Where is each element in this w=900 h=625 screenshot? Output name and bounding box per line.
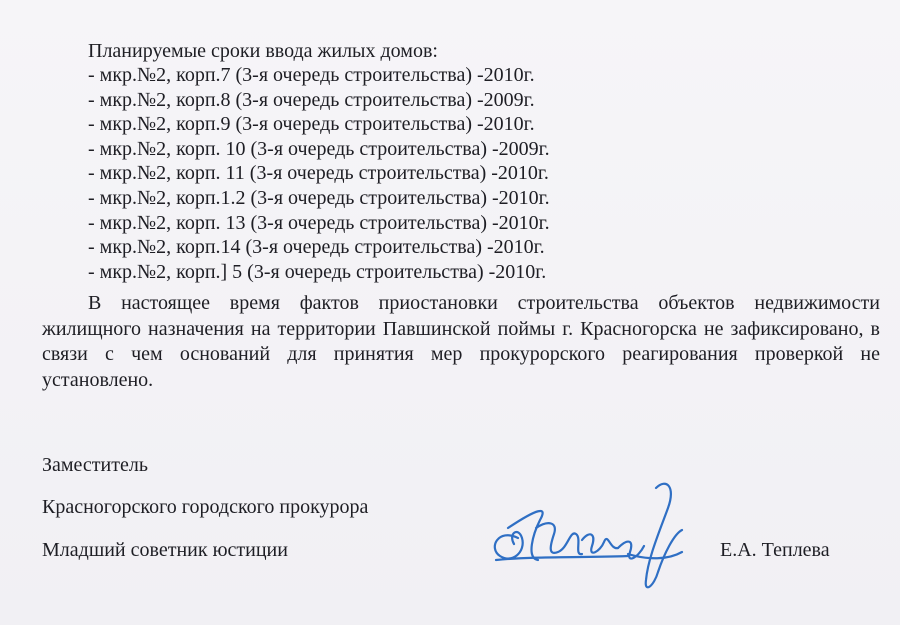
intro-line: Планируемые сроки ввода жилых домов: — [88, 40, 438, 62]
list-item: - мкр.№2, корп.8 (3-я очередь строительства) -2009г. — [88, 88, 535, 111]
handwritten-signature — [478, 468, 698, 598]
list-item: - мкр.№2, корп.] 5 (3-я очередь строительства) -2010г. — [88, 260, 547, 283]
signer-title-line2: Красногорского городского прокурора — [42, 496, 369, 518]
signer-rank: Младший советник юстиции — [42, 539, 288, 561]
conclusion-paragraph: В настоящее время фактов приостановки строительства объектов недвижимости жилищного назначения на территории Павшинской поймы г. Красногорска не зафиксировано, в связи с чем оснований для принятия мер прокурорского реагирования проверкой не установлено. — [42, 292, 880, 391]
signer-name: Е.А. Теплева — [720, 539, 830, 561]
list-item: - мкр.№2, корп. 11 (3-я очередь строительства) -2010г. — [88, 162, 549, 185]
housing-list — [88, 63, 550, 284]
list-item: - мкр.№2, корп.7 (3-я очередь строительства) -2010г. — [88, 64, 535, 86]
list-item: - мкр.№2, корп. 13 (3-я очередь строительства) -2010г. — [88, 211, 550, 234]
list-item: - мкр.№2, корп.9 (3-я очередь строительства) -2010г. — [88, 113, 535, 136]
list-item: - мкр.№2, корп.1.2 (3-я очередь строительства) -2010г. — [88, 186, 550, 209]
list-item: - мкр.№2, корп.14 (3-я очередь строительства) -2010г. — [88, 236, 545, 259]
signer-title-line1: Заместитель — [42, 454, 148, 476]
list-item: - мкр.№2, корп. 10 (3-я очередь строительства) -2009г. — [88, 137, 550, 160]
